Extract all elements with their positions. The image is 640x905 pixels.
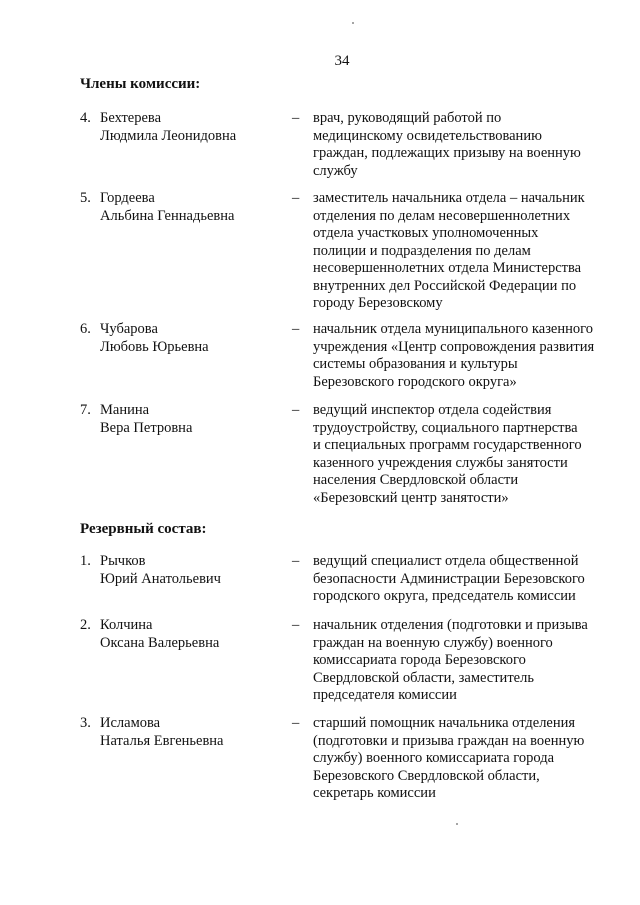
page-number: 34 <box>334 53 350 69</box>
section-heading-reserve: Резервный состав: <box>80 521 207 537</box>
entry-description <box>313 321 618 391</box>
description-line: секретарь комиссии <box>313 785 436 801</box>
entry-given-names: Юрий Анатольевич <box>100 570 221 587</box>
description-line: службу) военного комиссариата города <box>313 750 555 766</box>
description-line: (подготовки и призыва граждан на военную <box>313 732 585 749</box>
description-line: несовершеннолетних отдела Министерства <box>313 260 582 276</box>
description-line: начальник отдела муниципального казенного <box>313 321 593 337</box>
entry-description <box>313 402 618 507</box>
entry-surname: Гордеева <box>100 190 155 206</box>
description-line: Березовского Свердловской области, <box>313 767 540 784</box>
description-line: ведущий инспектор отдела содействия <box>313 402 552 418</box>
entry-description <box>313 110 618 180</box>
description-line: безопасности Администрации Березовского <box>313 570 585 587</box>
description-line: граждан на военную службу) военного <box>313 634 553 651</box>
entry-name <box>100 715 224 750</box>
description-line: старший помощник начальника отделения <box>313 715 576 731</box>
description-line: заместитель начальника отдела – начальник <box>313 190 585 206</box>
description-line: комиссариата города Березовского <box>313 652 526 668</box>
entry-given-names: Вера Петровна <box>100 419 193 436</box>
description-line: отделения по делам несовершеннолетних <box>313 207 571 224</box>
entry-surname: Рычков <box>100 553 146 569</box>
entry-number: 6. <box>80 321 91 337</box>
entry-surname: Чубарова <box>100 321 158 337</box>
entry-dash: – <box>292 190 300 206</box>
description-line: полиции и подразделения по делам <box>313 242 531 259</box>
entry-dash: – <box>292 553 300 569</box>
entry-dash: – <box>292 715 300 731</box>
description-line: службу <box>313 162 358 179</box>
description-line: внутренних дел Российской Федерации по <box>313 277 577 294</box>
description-line: медицинскому освидетельствованию <box>313 127 542 144</box>
entry-dash: – <box>292 110 300 126</box>
entry-description <box>313 190 618 313</box>
entry-surname: Манина <box>100 402 150 418</box>
entry-number: 2. <box>80 617 91 633</box>
description-line: и специальных программ государственного <box>313 437 582 453</box>
entry-surname: Исламова <box>100 715 161 731</box>
description-line: начальник отделения (подготовки и призыва <box>313 617 588 633</box>
description-line: отдела участковых уполномоченных <box>313 225 539 241</box>
entry-name <box>100 321 209 356</box>
description-line: населения Свердловской области <box>313 472 519 488</box>
scan-speck <box>456 823 458 825</box>
description-line: граждан, подлежащих призыву на военную <box>313 145 581 161</box>
entry-name <box>100 402 192 437</box>
scan-speck <box>352 22 354 24</box>
entry-dash: – <box>292 617 300 633</box>
entry-surname: Колчина <box>100 617 153 633</box>
description-line: «Березовский центр занятости» <box>313 489 509 506</box>
description-line: учреждения «Центр сопровождения развития <box>313 338 595 355</box>
entry-given-names: Наталья Евгеньевна <box>100 732 224 749</box>
entry-dash: – <box>292 321 300 337</box>
description-line: трудоустройству, социального партнерства <box>313 419 578 436</box>
description-line: системы образования и культуры <box>313 356 518 372</box>
description-line: городского округа, председатель комиссии <box>313 588 576 604</box>
description-line: председателя комиссии <box>313 687 457 703</box>
entry-number: 3. <box>80 715 91 731</box>
entry-number: 7. <box>80 402 91 418</box>
description-line: Березовского городского округа» <box>313 373 517 390</box>
description-line: городу Березовскому <box>313 295 443 311</box>
entry-dash: – <box>292 402 300 418</box>
entry-given-names: Любовь Юрьевна <box>100 338 209 355</box>
description-line: Свердловской области, заместитель <box>313 669 534 686</box>
entry-name <box>100 190 234 225</box>
entry-description <box>313 553 618 606</box>
entry-description <box>313 617 618 705</box>
description-line: врач, руководящий работой по <box>313 110 502 126</box>
entry-name <box>100 617 219 652</box>
entry-name <box>100 110 236 145</box>
section-heading-members: Члены комиссии: <box>80 76 201 92</box>
entry-given-names: Альбина Геннадьевна <box>100 207 235 224</box>
entry-number: 5. <box>80 190 91 206</box>
entry-name <box>100 553 221 588</box>
entry-number: 1. <box>80 553 91 569</box>
description-line: казенного учреждения службы занятости <box>313 454 568 471</box>
entry-number: 4. <box>80 110 91 126</box>
entry-description <box>313 715 618 803</box>
description-line: ведущий специалист отдела общественной <box>313 553 579 569</box>
entry-given-names: Людмила Леонидовна <box>100 127 237 144</box>
entry-surname: Бехтерева <box>100 110 162 126</box>
entry-given-names: Оксана Валерьевна <box>100 634 220 651</box>
